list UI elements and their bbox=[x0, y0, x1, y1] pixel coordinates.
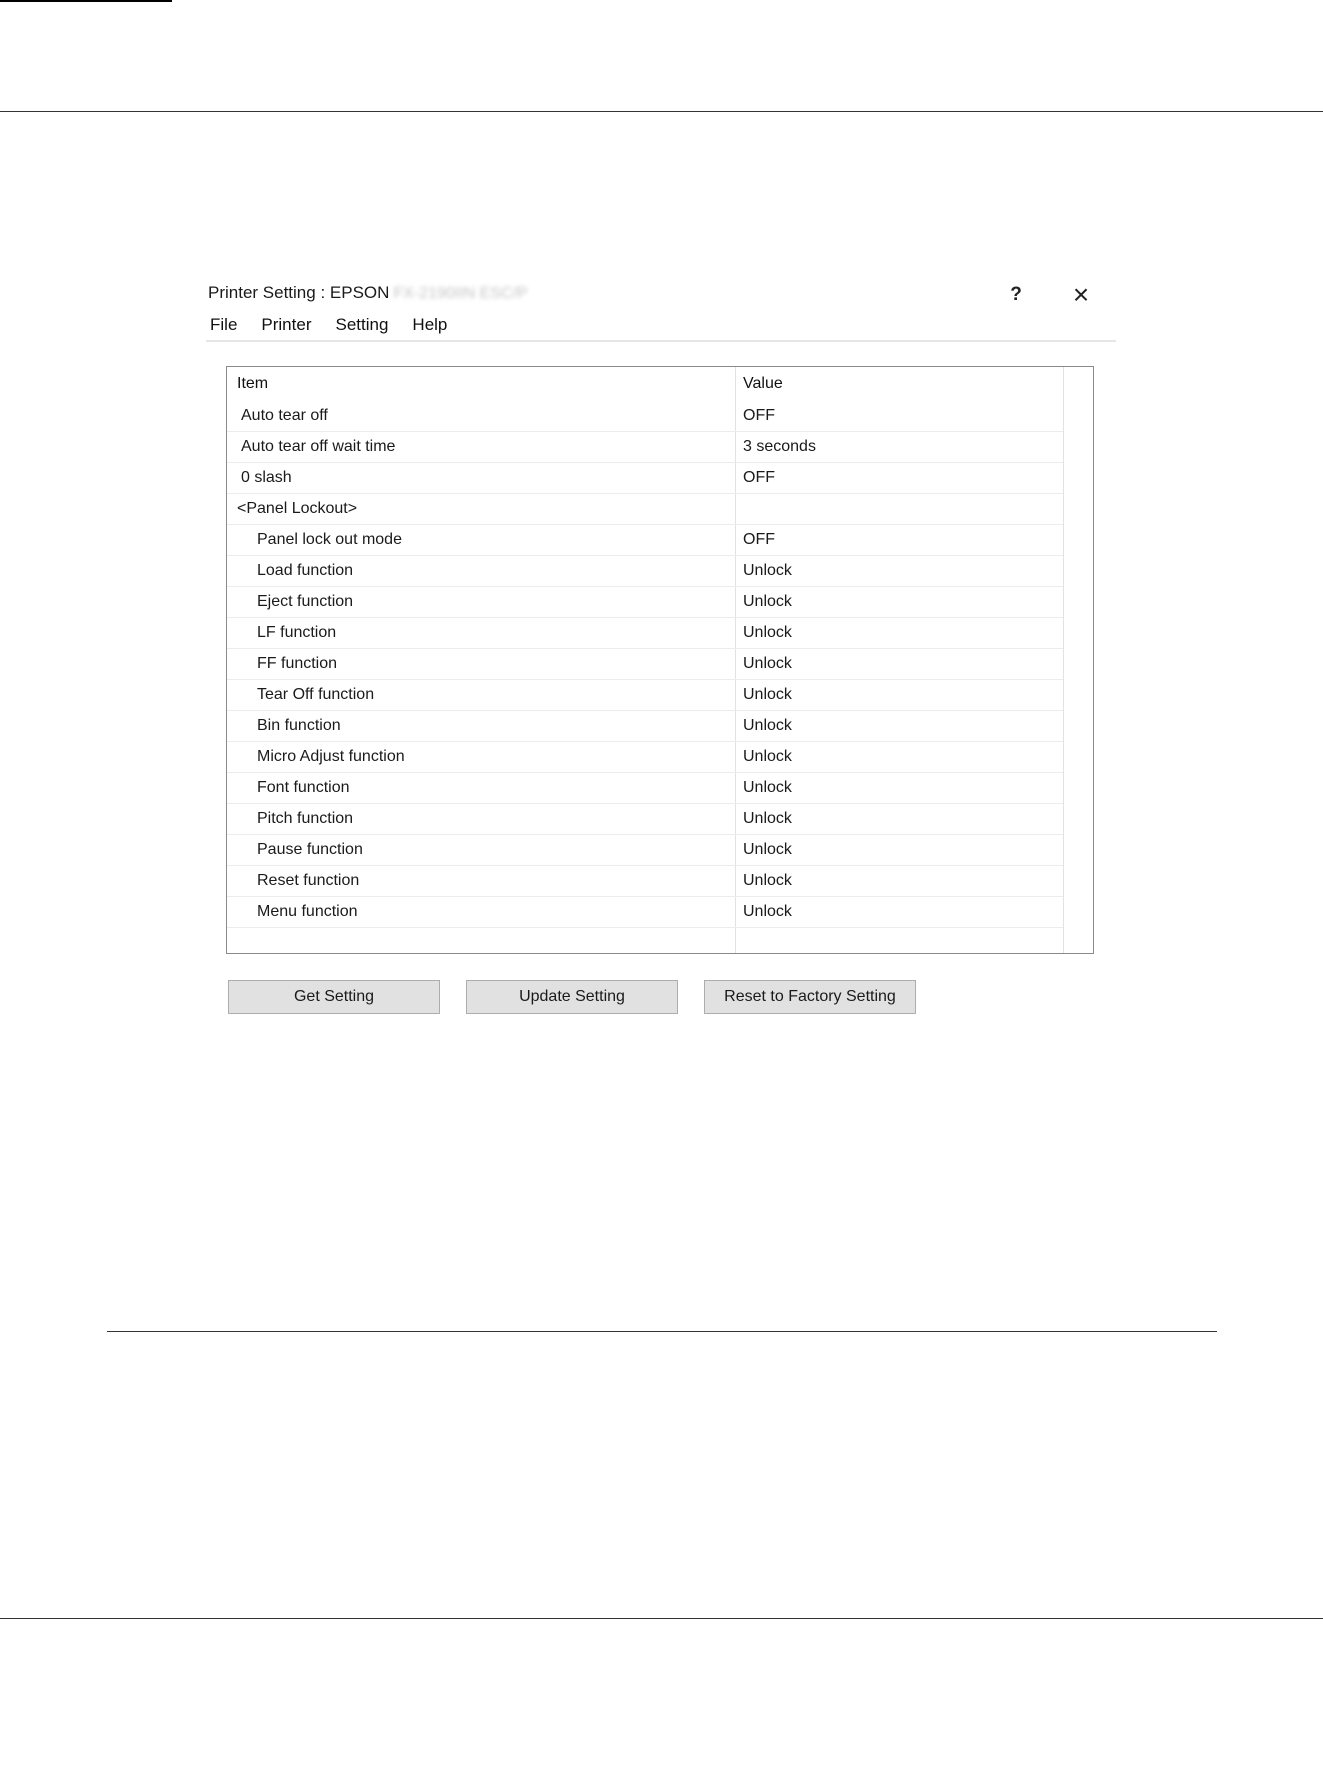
section-rule bbox=[107, 1331, 1217, 1332]
table-row[interactable] bbox=[227, 525, 1063, 556]
row-value: 3 seconds bbox=[743, 438, 816, 455]
column-divider-end bbox=[1063, 367, 1064, 953]
window-title bbox=[208, 283, 528, 303]
column-header-item[interactable]: Item bbox=[237, 375, 269, 392]
get-setting-button[interactable]: Get Setting bbox=[228, 980, 440, 1014]
row-item-label: 0 slash bbox=[241, 469, 292, 486]
table-row[interactable] bbox=[227, 401, 1063, 432]
window-title-model-blurred: FX-2190IIN ESC/P bbox=[393, 285, 528, 302]
close-icon[interactable]: × bbox=[1072, 279, 1090, 310]
menu-help[interactable]: Help bbox=[412, 315, 448, 334]
help-icon[interactable]: ? bbox=[1010, 284, 1022, 305]
reset-factory-setting-button[interactable]: Reset to Factory Setting bbox=[704, 980, 916, 1014]
row-value: Unlock bbox=[743, 624, 792, 641]
row-item-label: Tear Off function bbox=[257, 686, 375, 703]
settings-table[interactable] bbox=[226, 366, 1094, 954]
row-item-label: Bin function bbox=[257, 717, 341, 734]
row-item-label: LF function bbox=[257, 624, 337, 641]
row-value: Unlock bbox=[743, 717, 792, 734]
table-row[interactable] bbox=[227, 773, 1063, 804]
page-top-rule bbox=[0, 111, 1323, 112]
row-item-label: Micro Adjust function bbox=[257, 748, 405, 765]
row-item-label: Eject function bbox=[257, 593, 354, 610]
row-item-label: Reset function bbox=[257, 872, 360, 889]
row-item-label: Pause function bbox=[257, 841, 363, 858]
table-row[interactable] bbox=[227, 897, 1063, 928]
row-item-label: <Panel Lockout> bbox=[237, 500, 358, 517]
window-title-text: Printer Setting : EPSON bbox=[208, 283, 390, 302]
row-value: Unlock bbox=[743, 779, 792, 796]
menu-printer[interactable]: Printer bbox=[261, 315, 312, 334]
table-row[interactable] bbox=[227, 556, 1063, 587]
row-item-label: Load function bbox=[257, 562, 354, 579]
row-value: Unlock bbox=[743, 903, 792, 920]
printer-setting-window bbox=[200, 270, 1115, 1030]
row-value: Unlock bbox=[743, 655, 792, 672]
table-row[interactable] bbox=[227, 494, 1063, 525]
table-row[interactable] bbox=[227, 804, 1063, 835]
row-value: OFF bbox=[743, 407, 775, 424]
row-item-label: Menu function bbox=[257, 903, 358, 920]
row-item-label: FF function bbox=[257, 655, 338, 672]
menu-file[interactable]: File bbox=[210, 315, 238, 334]
row-value: Unlock bbox=[743, 841, 792, 858]
row-value: Unlock bbox=[743, 748, 792, 765]
row-value: Unlock bbox=[743, 872, 792, 889]
table-body bbox=[227, 401, 1063, 954]
menu-setting[interactable]: Setting bbox=[335, 315, 389, 334]
table-row[interactable] bbox=[227, 742, 1063, 773]
row-value: OFF bbox=[743, 531, 775, 548]
table-row[interactable] bbox=[227, 618, 1063, 649]
row-value: Unlock bbox=[743, 562, 792, 579]
row-value: Unlock bbox=[743, 593, 792, 610]
menu-divider bbox=[206, 340, 1116, 342]
table-row[interactable] bbox=[227, 680, 1063, 711]
row-item-label: Panel lock out mode bbox=[257, 531, 402, 548]
row-item-label: Pitch function bbox=[257, 810, 354, 827]
row-item-label: Auto tear off wait time bbox=[241, 438, 396, 455]
table-row[interactable] bbox=[227, 432, 1063, 463]
table-row[interactable] bbox=[227, 928, 1063, 954]
row-value: OFF bbox=[743, 469, 775, 486]
table-row[interactable] bbox=[227, 463, 1063, 494]
row-value: Unlock bbox=[743, 810, 792, 827]
table-row[interactable] bbox=[227, 711, 1063, 742]
page-bottom-rule bbox=[0, 1618, 1323, 1619]
row-value: Unlock bbox=[743, 686, 792, 703]
table-row[interactable] bbox=[227, 649, 1063, 680]
row-item-label: Auto tear off bbox=[241, 407, 328, 424]
table-row[interactable] bbox=[227, 587, 1063, 618]
update-setting-button[interactable]: Update Setting bbox=[466, 980, 678, 1014]
row-item-label: Font function bbox=[257, 779, 350, 796]
menu-bar bbox=[208, 315, 469, 339]
table-row[interactable] bbox=[227, 835, 1063, 866]
column-header-value[interactable]: Value bbox=[743, 375, 783, 392]
table-row[interactable] bbox=[227, 866, 1063, 897]
footer-rule bbox=[0, 0, 172, 2]
